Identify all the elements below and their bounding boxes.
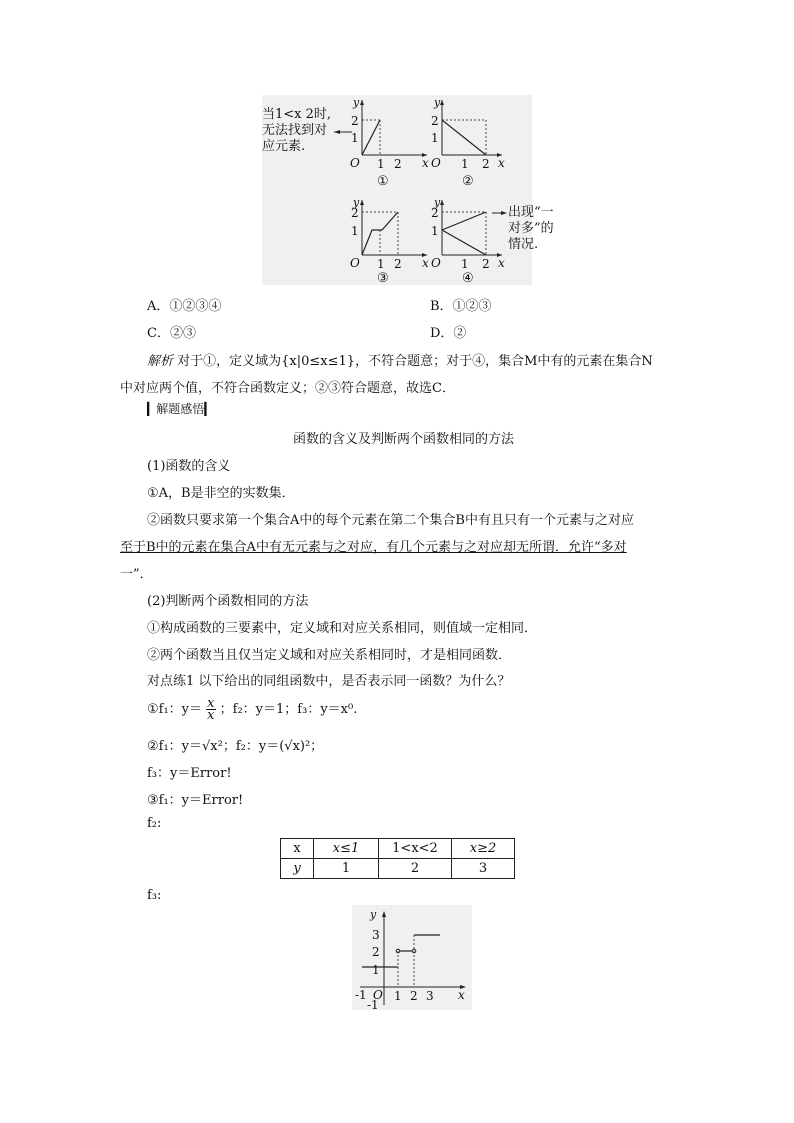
exercise-prompt: 对点练1 以下给出的同组函数中，是否表示同一函数？为什么？ [147,674,511,689]
exercise-q1 [147,698,357,721]
insight-section-1-a: ①A，B是非空的实数集． [147,486,295,501]
step-axis-y-label: y [370,908,377,921]
step-tick-x-neg1: -1 [355,988,367,1002]
step-tick-x-1: 1 [394,989,402,1003]
option-c: C．②③ [147,326,196,341]
origin-label-2: O [431,156,441,170]
panel-label-4: ④ [462,271,474,286]
insight-section-1-b-2: 至于B中的元素在集合A中有无元素与之对应，有几个元素与之对应却无所谓．允许“多对 [120,540,627,555]
tick-y-1-panel-2: 1 [431,131,439,145]
tick-x-1-panel-2: 1 [461,157,469,171]
exercise-q1-rest: ；f₂：y＝1；f₃：y＝x⁰. [219,702,358,717]
tick-y-2-panel-2: 2 [431,114,439,128]
tick-x-2-panel-2: 2 [482,157,490,171]
tick-y-2-panel-4: 2 [431,206,439,220]
axis-y-label-1: y [353,96,360,109]
analysis-text-1: 对于①，定义域为{x|0≤x≤1}，不符合题意；对于④，集合M中有的元素在集合N [177,354,653,369]
table-cell: 3 [452,859,515,879]
tick-y-1-panel-1: 1 [351,131,359,145]
value-table [280,838,515,879]
step-origin-label: O [373,988,383,1002]
table-cell: 2 [379,859,452,879]
step-tick-y-neg1: -1 [367,998,379,1012]
origin-label-1: O [350,156,360,170]
insight-section-2-a: ①构成函数的三要素中，定义域和对应关系相同，则值域一定相同． [147,621,538,636]
insight-section-2-b: ②两个函数当且仅当定义域和对应关系相同时，才是相同函数． [147,648,512,663]
origin-label-4: O [431,256,441,270]
analysis-line-2: 中对应两个值，不符合函数定义；②③符合题意，故选C． [120,381,455,396]
tick-x-2-panel-4: 2 [482,257,490,271]
exercise-q2-f3: f₃：y＝Error! [147,766,232,781]
table-row [281,859,515,879]
annotation-1-line-2: 无法找到对 [262,123,328,138]
step-tick-y-3: 3 [372,928,380,942]
axis-x-label-1: x [422,156,429,170]
tick-x-2-panel-3: 2 [394,257,402,271]
annotation-4-line-2: 对多”的 [508,221,554,236]
exercise-q2: ②f₁：y＝√x²；f₂：y＝(√x)²； [147,739,324,754]
step-tick-y-1: 1 [372,963,380,977]
insight-title: 函数的含义及判断两个函数相同的方法 [293,432,515,447]
insight-section-1-b-3: 一”． [120,567,153,582]
table-header-cell: 1<x<2 [379,839,452,859]
tick-y-1-panel-4: 1 [431,224,439,238]
insight-section-1-b-1: ②函数只要求第一个集合A中的每个元素在第二个集合B中有且只有一个元素与之对应 [147,513,634,528]
tick-x-1-panel-1: 1 [377,157,385,171]
fraction-denominator: x [207,708,215,723]
step-tick-y-2: 2 [372,945,380,959]
analysis-line-1 [147,350,653,369]
table-header-cell: x≤1 [314,839,379,859]
insight-section-1: (1)函数的含义 [147,459,231,474]
step-tick-x-3: 3 [426,989,434,1003]
exercise-q3: ③f₁：y＝Error! [147,793,244,808]
table-header-cell: x [281,839,314,859]
option-a: A．①②③④ [147,299,222,314]
annotation-4-line-1: 出现“一 [508,205,554,220]
panel-label-1: ① [377,174,389,189]
tick-y-1-panel-3: 1 [351,224,359,238]
axis-y-label-2: y [434,96,441,109]
origin-label-3: O [350,256,360,270]
option-d: D．② [430,326,467,341]
tick-x-1-panel-3: 1 [377,257,385,271]
tick-x-1-panel-4: 1 [461,257,469,271]
axis-y-label-4: y [434,196,441,209]
table-cell: y [281,859,314,879]
axis-y-label-3: y [353,196,360,209]
annotation-1-line-3: 应元素. [262,139,306,154]
tick-y-2-panel-1: 2 [351,114,359,128]
fraction-numerator: x [207,696,215,711]
table-row [281,839,515,859]
step-axis-x-label: x [458,988,465,1002]
panel-label-3: ③ [377,271,389,286]
exercise-f3-label: f₃: [147,888,162,903]
axis-x-label-3: x [422,256,429,270]
step-tick-x-2: 2 [410,989,418,1003]
step-graph [352,905,472,1010]
fraction-x-over-x [206,698,215,721]
insight-section-2: (2)判断两个函数相同的方法 [147,594,309,609]
analysis-label: 解析 [147,354,174,369]
axis-x-label-2: x [498,156,505,170]
tick-y-2-panel-3: 2 [351,206,359,220]
table-cell: 1 [314,859,379,879]
axis-x-label-4: x [498,256,505,270]
panel-label-2: ② [462,174,474,189]
option-b: B．①②③ [430,299,492,314]
exercise-q1-prefix: ①f₁：y＝ [147,702,203,717]
insight-header: ▎解题感悟▎ [147,402,214,416]
annotation-4-line-3: 情况. [508,237,539,252]
annotation-1-line-1: 当1<x 2时, [262,107,332,122]
exercise-f2-label: f₂: [147,816,162,831]
figure-grid [262,95,554,286]
tick-x-2-panel-1: 2 [394,157,402,171]
table-header-cell: x≥2 [452,839,515,859]
